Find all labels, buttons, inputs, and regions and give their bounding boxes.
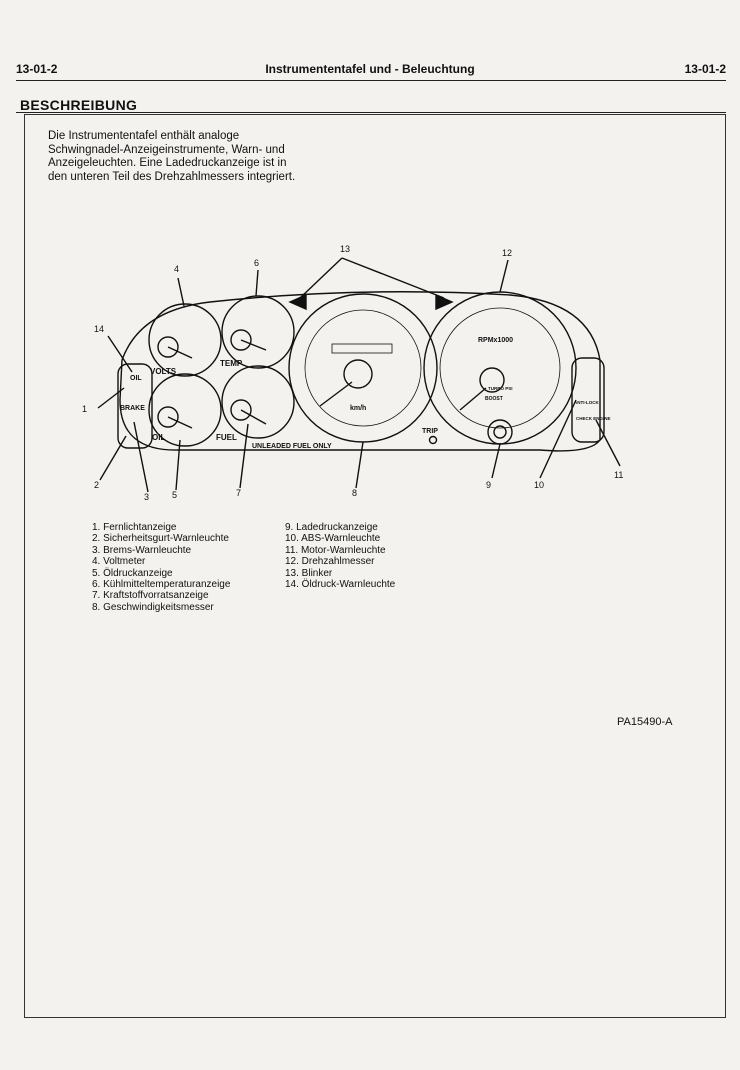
legend-item: 8. Geschwindigkeitsmesser — [92, 601, 214, 613]
legend-item: 13. Blinker — [285, 567, 333, 579]
turbo-label: TURBO PSI — [488, 386, 513, 391]
callout-9: 9 — [486, 480, 492, 490]
legend-item: 12. Drehzahlmesser — [285, 556, 375, 568]
legend-item: 11. Motor-Warnleuchte — [285, 544, 386, 556]
legend-item: 2. Sicherheitsgurt-Warnleuchte — [92, 533, 229, 545]
temp-gauge — [222, 296, 294, 368]
callout-1: 1 — [82, 404, 88, 414]
callout-12: 12 — [502, 248, 513, 258]
legend-item: 10. ABS-Warnleuchte — [285, 533, 381, 545]
header-rule-top — [16, 80, 726, 81]
legend-left-column — [92, 522, 230, 613]
volts-label: VOLTS — [150, 367, 177, 376]
legend-item: 9. Ladedruckanzeige — [285, 522, 378, 533]
boost-gauge — [488, 420, 512, 444]
trip-label: TRIP — [422, 428, 438, 435]
callout-4: 4 — [174, 264, 180, 274]
oil-warning-label: OIL — [130, 375, 142, 382]
instrument-panel-diagram — [80, 240, 640, 500]
legend-item: 7. Kraftstoffvorratsanzeige — [92, 590, 209, 602]
speedometer — [289, 294, 437, 442]
panel-housing — [120, 292, 600, 451]
page-header-title: Instrumententafel und - Beleuchtung — [265, 62, 475, 76]
kmh-label: km/h — [350, 405, 367, 412]
legend-item: 14. Öldruck-Warnleuchte — [285, 579, 396, 591]
antilock-label: ANTI-LOCK — [574, 400, 599, 405]
check-engine-label: CHECK ENGINE — [576, 416, 611, 421]
intro-paragraph: Die Instrumententafel enthält analoge Schwingnadel-Anzeigeinstrumente, Warn- und Anzeigeleuchten. Eine Ladedruckanzeige ist in den unteren Teil des Drehzahlmessers integriert. — [48, 130, 296, 183]
legend-right-column — [285, 522, 395, 590]
callout-2: 2 — [94, 480, 100, 490]
callout-11: 11 — [614, 470, 624, 480]
callout-13: 13 — [340, 244, 351, 254]
legend-item: 5. Öldruckanzeige — [92, 567, 173, 579]
page-number-right: 13-01-2 — [684, 62, 726, 76]
oil-label: OIL — [152, 433, 166, 442]
section-title: BESCHREIBUNG — [20, 97, 138, 113]
trip-button — [430, 437, 437, 444]
callout-8: 8 — [352, 488, 358, 498]
page-number-left: 13-01-2 — [16, 62, 58, 76]
callout-6: 6 — [254, 258, 260, 268]
boost-label: BOOST — [485, 396, 503, 402]
rpm-label: RPMx1000 — [478, 337, 514, 344]
unleaded-label: UNLEADED FUEL ONLY — [252, 443, 332, 450]
tachometer — [424, 292, 576, 444]
figure-id: PA15490-A — [617, 716, 673, 728]
fuel-gauge — [222, 366, 294, 438]
legend-item: 3. Brems-Warnleuchte — [92, 544, 192, 556]
legend-item: 6. Kühlmitteltemperaturanzeige — [92, 579, 231, 591]
callout-7: 7 — [236, 488, 242, 498]
legend-item: 1. Fernlichtanzeige — [92, 522, 177, 533]
legend-item: 4. Voltmeter — [92, 556, 146, 568]
brake-warning-label: BRAKE — [120, 405, 145, 412]
volts-gauge — [149, 304, 221, 376]
callout-10: 10 — [534, 480, 545, 490]
callout-14: 14 — [94, 324, 105, 334]
callout-3: 3 — [144, 492, 150, 500]
callout-5: 5 — [172, 490, 178, 500]
temp-label: TEMP — [220, 359, 243, 368]
fuel-label: FUEL — [216, 433, 237, 442]
